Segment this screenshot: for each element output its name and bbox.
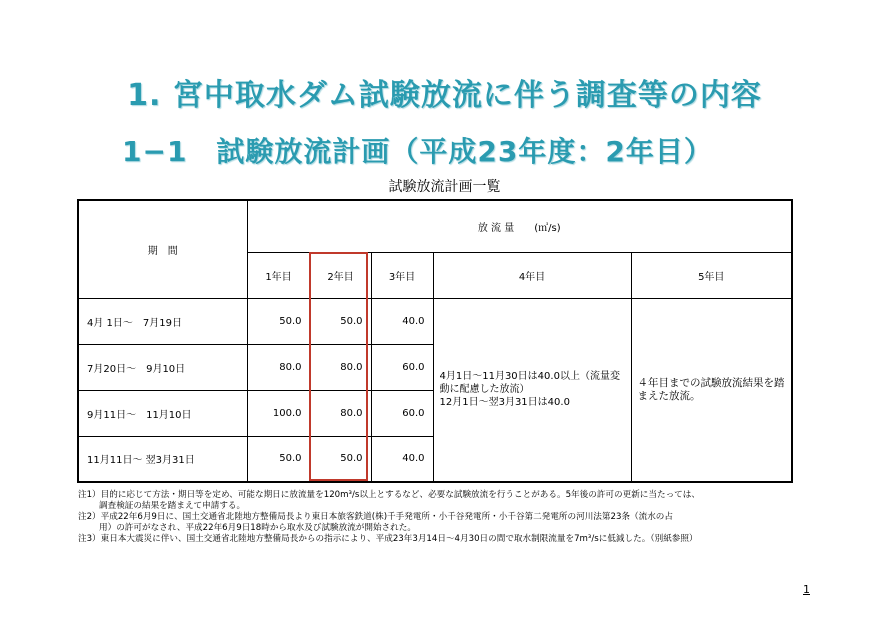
year2-cell: 80.0 <box>310 344 371 390</box>
year2-header: 2年目 <box>310 252 371 298</box>
year2-cell: 50.0 <box>310 436 371 482</box>
year5-description: ４年目までの試験放流結果を踏まえた放流。 <box>631 298 792 482</box>
year5-header: 5年目 <box>631 252 792 298</box>
year3-cell: 60.0 <box>371 390 433 436</box>
year1-cell: 50.0 <box>247 298 310 344</box>
note-2a: 注2）平成22年6月9日に、国土交通省北陸地方整備局長より東日本旅客鉄道(株)千手発電所・小千谷発電所・小千谷第二発電所の河川法第23条（流水の占 <box>78 512 673 522</box>
period-cell: 4月 1日～ 7月19日 <box>78 298 247 344</box>
year1-cell: 80.0 <box>247 344 310 390</box>
page-title: 1. 宮中取水ダム試験放流に伴う調査等の内容 <box>127 78 762 113</box>
year2-cell: 50.0 <box>310 298 371 344</box>
year3-header: 3年目 <box>371 252 433 298</box>
year1-cell: 50.0 <box>247 436 310 482</box>
year4-description <box>433 298 631 482</box>
period-cell: 7月20日～ 9月10日 <box>78 344 247 390</box>
section-subtitle: 1−1 試験放流計画（平成23年度：2年目） <box>122 135 713 168</box>
year1-header: 1年目 <box>247 252 310 298</box>
note-1b: 調査検証の結果を踏まえて申請する。 <box>99 501 246 511</box>
year1-cell: 100.0 <box>247 390 310 436</box>
year4-header: 4年目 <box>433 252 631 298</box>
table-caption: 試験放流計画一覧 <box>388 179 501 195</box>
year4-text-1: 4月1日～11月30日は40.0以上（流量変動に配慮した放流） <box>439 371 620 396</box>
year3-cell: 60.0 <box>371 344 433 390</box>
note-3: 注3）東日本大震災に伴い、国土交通省北陸地方整備局長からの指示により、平成23年3月14日～4月30日の間で取水制限流量を7m³/sに低減した。（別紙参照） <box>78 534 698 544</box>
year3-cell: 40.0 <box>371 436 433 482</box>
year4-text-2: 12月1日～翌3月31日は40.0 <box>439 397 570 409</box>
release-plan-table <box>77 199 793 483</box>
period-cell: 11月11日～ 翌3月31日 <box>78 436 247 482</box>
table-row <box>78 298 792 344</box>
note-2b: 用）の許可がなされ、平成22年6月9日18時から取水及び試験放流が開始された。 <box>99 523 416 533</box>
flow-header: 放 流 量 (㎥/s) <box>247 200 792 252</box>
note-1a: 注1）目的に応じて方法・期日等を定め、可能な期日に放流量を120m³/s以上とするなど、必要な試験放流を行うことがある。5年後の許可の更新に当たっては、 <box>78 490 700 500</box>
year3-cell: 40.0 <box>371 298 433 344</box>
period-cell: 9月11日～ 11月10日 <box>78 390 247 436</box>
period-header: 期 間 <box>78 200 247 298</box>
footnotes <box>78 490 818 545</box>
year2-cell: 80.0 <box>310 390 371 436</box>
page-number: 1 <box>803 583 810 596</box>
